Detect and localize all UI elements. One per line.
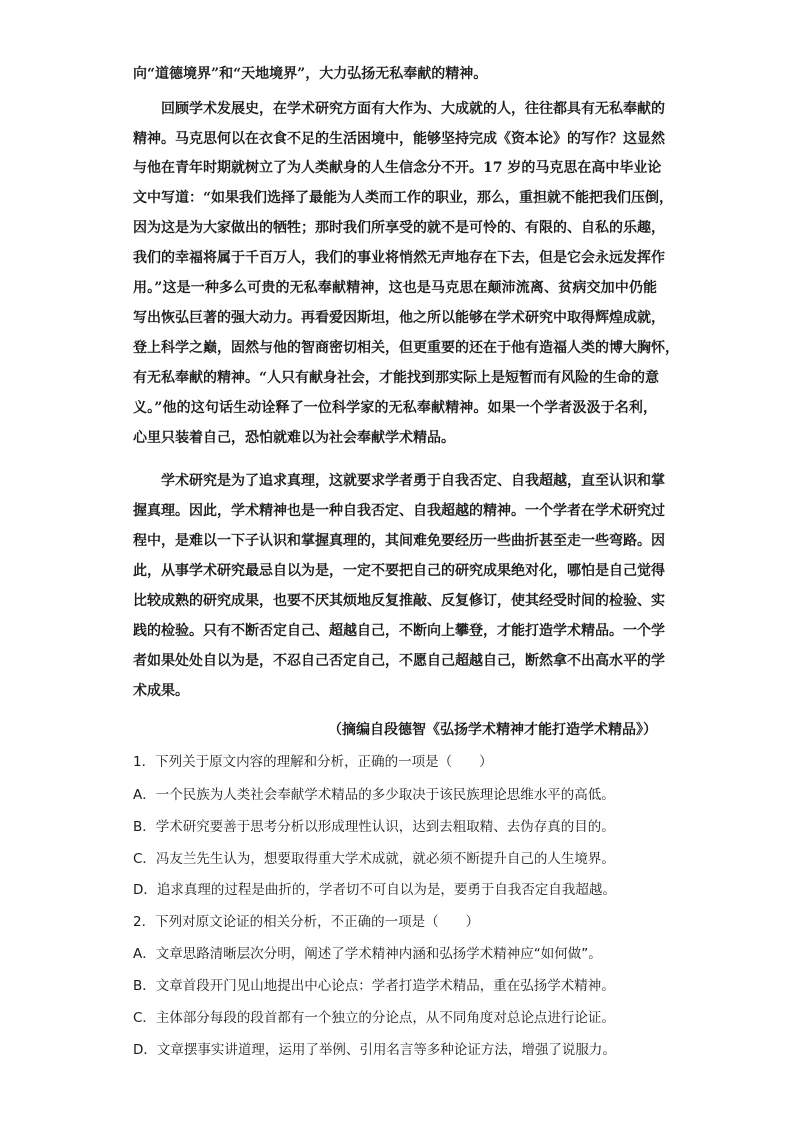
passage-line: 因为这是为大家做出的牺牲；那时我们所享受的就不是可怜的、有限的、自私的乐趣， — [133, 220, 665, 236]
passage-line: 术成果。 — [133, 683, 189, 699]
passage-line: 践的检验。只有不断否定自己、超越自己，不断向上攀登，才能打造学术精品。一个学 — [133, 623, 665, 639]
question-1-stem: 1．下列关于原文内容的理解和分析，正确的一项是（ ） — [133, 754, 493, 770]
passage-line: 写出恢弘巨著的强大动力。再看爱因斯坦，他之所以能够在学术研究中取得辉煌成就， — [133, 310, 665, 326]
passage-line: 学术研究是为了追求真理，这就要求学者勇于自我否定、自我超越，直至认识和掌 — [133, 473, 665, 489]
passage-line: 有无私奉献的精神。“人只有献身社会，才能找到那实际上是短暂而有风险的生命的意 — [133, 370, 660, 386]
question-2-option-c: C．主体部分每段的段首都有一个独立的分论点，从不同角度对总论点进行论证。 — [133, 1010, 615, 1026]
question-1-option-a: A．一个民族为人类社会奉献学术精品的多少取决于该民族理论思维水平的高低。 — [133, 787, 615, 803]
question-2-option-d: D．文章摆事实讲道理，运用了举例、引用名言等多种论证方法，增强了说服力。 — [133, 1042, 616, 1058]
passage-line: 义。”他的这句话生动诠释了一位科学家的无私奉献精神。如果一个学者汲汲于名利， — [133, 400, 657, 416]
passage-source: （摘编自段德智《弘扬学术精神才能打造学术精品》） — [328, 722, 657, 738]
passage-line: 程中，是难以一下子认识和掌握真理的，其间难免要经历一些曲折甚至走一些弯路。因 — [133, 533, 665, 549]
passage-line: 与他在青年时期就树立了为人类献身的人生信念分不开。17 岁的马克思在高中毕业论 — [133, 160, 662, 176]
passage-line: 心里只装着自己，恐怕就难以为社会奉献学术精品。 — [133, 430, 455, 446]
passage-line: 此，从事学术研究最忌自以为是，一定不要把自己的研究成果绝对化，哪怕是自己觉得 — [133, 563, 665, 579]
question-1-option-d: D．追求真理的过程是曲折的，学者切不可自以为是，要勇于自我否定自我超越。 — [133, 882, 616, 898]
passage-line: 回顾学术发展史，在学术研究方面有大作为、大成就的人，往往都具有无私奉献的 — [133, 101, 665, 117]
passage-line: 精神。马克思何以在衣食不足的生活困境中，能够坚持完成《资本论》的写作？这显然 — [133, 131, 665, 147]
question-2-option-b: B．文章首段开门见山地提出中心论点：学者打造学术精品，重在弘扬学术精神。 — [133, 978, 615, 994]
question-1-option-b: B．学术研究要善于思考分析以形成理性认识，达到去粗取精、去伪存真的目的。 — [133, 819, 615, 835]
passage-line: 文中写道：“如果我们选择了最能为人类而工作的职业，那么，重担就不能把我们压倒， — [133, 190, 674, 206]
passage-line: 比较成熟的研究成果，也要不厌其烦地反复推敲、反复修订，使其经受时间的检验、实 — [133, 593, 665, 609]
question-2-option-a: A．文章思路清晰层次分明，阐述了学术精神内涵和弘扬学术精神应“如何做”。 — [133, 946, 602, 962]
question-2-stem: 2．下列对原文论证的相关分析，不正确的一项是（ ） — [133, 914, 480, 930]
passage-line: 向“道德境界”和“天地境界”，大力弘扬无私奉献的精神。 — [133, 66, 488, 82]
passage-line: 握真理。因此，学术精神也是一种自我否定、自我超越的精神。一个学者在学术研究过 — [133, 503, 665, 519]
passage-line: 我们的幸福将属于千百万人，我们的事业将悄然无声地存在下去，但是它会永远发挥作 — [133, 250, 665, 266]
question-1-option-c: C．冯友兰先生认为，想要取得重大学术成就，就必须不断提升自己的人生境界。 — [133, 851, 615, 867]
passage-line: 用。”这是一种多么可贵的无私奉献精神，这也是马克思在颠沛流离、贫病交加中仍能 — [133, 280, 657, 296]
passage-line: 者如果处处自以为是，不忍自己否定自己，不愿自己超越自己，断然拿不出高水平的学 — [133, 653, 665, 669]
passage-line: 登上科学之巅，固然与他的智商密切相关，但更重要的还在于他有造福人类的博大胸怀， — [133, 340, 679, 356]
